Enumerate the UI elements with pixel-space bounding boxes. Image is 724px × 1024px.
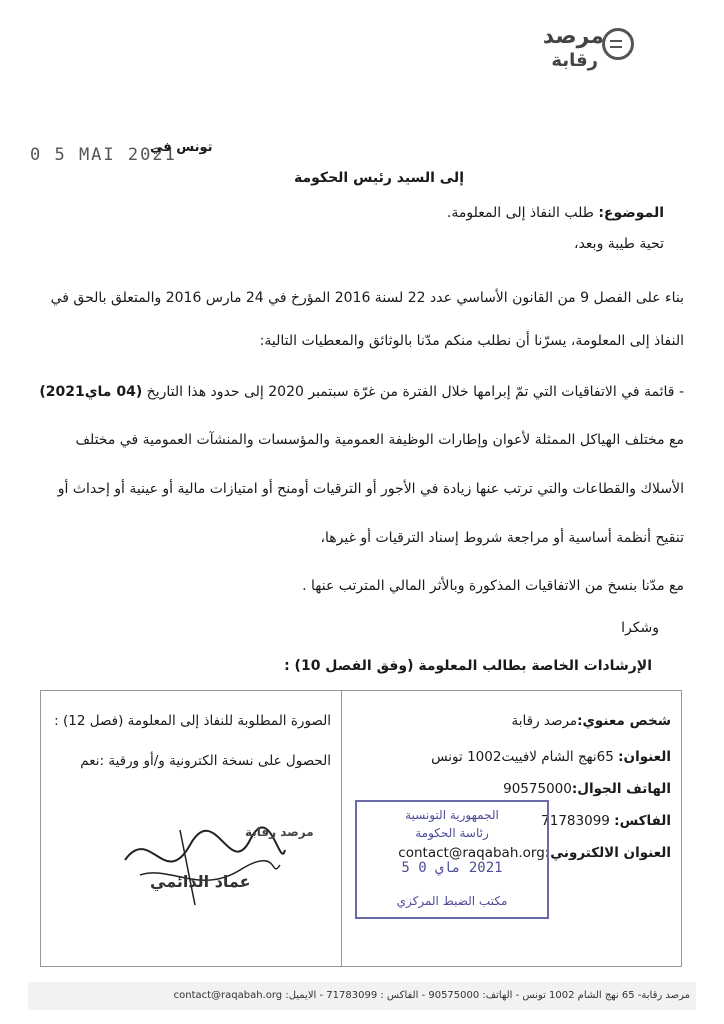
format-line1: الصورة المطلوبة للنفاذ إلى المعلومة (فصل 12) : — [54, 713, 331, 729]
logo-eye-icon — [602, 28, 634, 60]
paragraph-line: بناء على الفصل 9 من القانون الأساسي عدد 22 لسنة 2016 المؤرخ في 24 مارس 2016 والمتعلق بالحق في — [50, 290, 684, 306]
subject-line — [447, 205, 664, 221]
format-line2: الحصول على نسخة الكترونية و/أو ورقية :نعم — [80, 753, 331, 769]
request-item-line: تنقيح أنظمة أساسية أو مراجعة شروط إسناد الترقيات أو غيرها، — [320, 530, 684, 546]
request-item-line: الأسلاك والقطاعات والتي ترتب عنها زيادة في الأجور أو الترقيات أومنح أو امتيازات مالية أو عينية أو إحداث أو — [57, 481, 684, 497]
seal-name: عماد الدائمي — [150, 872, 251, 891]
logo-text-line1: مرصد — [542, 24, 604, 49]
footer-bar — [28, 982, 696, 1010]
subject-text: طلب النفاذ إلى المعلومة. — [446, 205, 599, 221]
entity-row — [512, 713, 671, 729]
government-stamp — [355, 800, 549, 919]
request-item-text: - قائمة في الاتفاقيات التي تمّ إبرامها خلال الفترة من غرّة سبتمبر 2020 إلى حدود هذا التاريخ — [142, 384, 684, 400]
stamp-line2: رئاسة الحكومة — [415, 826, 489, 840]
city-label: تونس في — [150, 140, 213, 155]
entity-value: مرصد رقابة — [511, 713, 578, 729]
mobile-row — [503, 781, 671, 797]
request-item-line — [39, 384, 684, 400]
paragraph-line: النفاذ إلى المعلومة، يسرّنا أن نطلب منكم مدّنا بالوثائق والمعطيات التالية: — [259, 333, 684, 349]
email-value: contact@raqabah.org — [398, 845, 545, 861]
mobile-value: 90575000 — [503, 781, 572, 797]
request-item-date: (04 ماي2021) — [39, 384, 143, 400]
mobile-label: الهاتف الجوال: — [571, 781, 671, 797]
stamp-date: 2021 ماي 0 5 — [401, 860, 503, 876]
footer-contact-text: مرصد رقابة- 65 نهج الشام 1002 تونس - الهاتف: 90575000 - الفاكس : 71783099 - الايميل: contact@raqabah.org — [173, 990, 690, 1001]
subject-label: الموضوع: — [598, 205, 664, 221]
address-value: 65نهج الشام لافييت1002 تونس — [431, 749, 619, 765]
guidance-title: الإرشادات الخاصة بطالب المعلومة (وفق الفصل 10) : — [284, 658, 652, 674]
table-divider — [341, 691, 342, 966]
address-row — [431, 749, 671, 765]
copy-request-line: مع مدّنا بنسخ من الاتفاقيات المذكورة وبالأثر المالي المترتب عنها . — [302, 578, 684, 594]
address-label: العنوان: — [618, 749, 671, 765]
fax-value: 71783099 — [541, 813, 615, 829]
entity-label: شخص معنوي: — [577, 713, 671, 729]
greeting: تحية طيبة وبعد، — [574, 236, 664, 252]
logo-text-line2: رقابة — [551, 50, 598, 71]
request-item-line: مع مختلف الهياكل الممثلة لأعوان وإطارات الوظيفة العمومية والمؤسسات والمنشآت العمومية في مختلف — [75, 432, 684, 448]
stamp-line1: الجمهورية التونسية — [405, 808, 499, 822]
received-date-stamp: 0 5 MAI 2021 — [30, 145, 177, 165]
raqabah-logo — [530, 18, 640, 78]
fax-label: الفاكس: — [614, 813, 671, 829]
fax-row — [541, 813, 671, 829]
email-label: العنوان الالكتروني: — [544, 845, 671, 861]
stamp-line3: مكتب الضبط المركزي — [396, 894, 508, 908]
closing-thanks: وشكرا — [621, 620, 659, 636]
seal-logo-text: مرصد رقابة — [245, 825, 314, 839]
recipient-line: إلى السيد رئيس الحكومة — [294, 170, 464, 186]
